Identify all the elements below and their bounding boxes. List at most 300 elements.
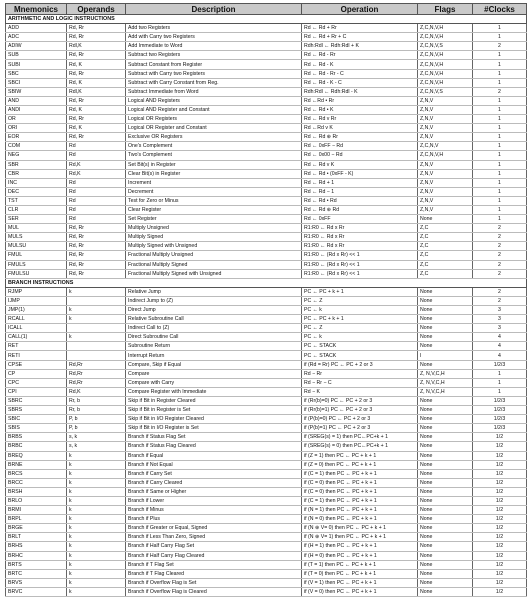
table-row [6,415,527,424]
cell-mnemonic: BRMI [6,506,67,515]
table-row [6,396,527,405]
cell-mnemonic: JMP(1) [6,306,67,315]
table-row [6,487,527,496]
cell-description: Logical OR Registers [126,115,302,124]
cell-flags: None [418,442,473,451]
table-row [6,433,527,442]
table-row [6,351,527,360]
cell-operation: PC ← Z [302,324,418,333]
cell-operation: Rd ← Rd • K [302,105,418,114]
cell-operation: if (P(b)=0) PC ← PC + 2 or 3 [302,415,418,424]
cell-clocks: 1 [473,60,527,69]
cell-description: Subtract two Registers [126,51,302,60]
cell-clocks: 1 [473,387,527,396]
cell-mnemonic: BRTS [6,560,67,569]
cell-mnemonic: CLR [6,205,67,214]
cell-flags: None [418,587,473,596]
cell-operands: Rr, b [67,406,126,415]
header-operation: Operation [302,4,418,15]
cell-mnemonic: SBIW [6,87,67,96]
cell-mnemonic: BRBS [6,433,67,442]
cell-mnemonic: TST [6,196,67,205]
cell-description: Branch if Same or Higher [126,487,302,496]
cell-mnemonic: OR [6,115,67,124]
cell-operation: if (Z = 0) then PC ← PC + k + 1 [302,460,418,469]
cell-mnemonic: NEG [6,151,67,160]
cell-description: Branch if Half Carry Flag Set [126,542,302,551]
table-row [6,105,527,114]
cell-description: Indirect Jump to (Z) [126,296,302,305]
cell-operands: Rd, K [67,78,126,87]
cell-flags: None [418,551,473,560]
cell-operation: if (V = 0) then PC ← PC + k + 1 [302,587,418,596]
cell-description: Subtract Immediate from Word [126,87,302,96]
cell-flags: Z,N,V [418,169,473,178]
cell-mnemonic: FMULSU [6,269,67,278]
cell-operation: PC ← Z [302,296,418,305]
table-row [6,360,527,369]
cell-clocks: 1/2 [473,506,527,515]
cell-clocks: 2 [473,224,527,233]
cell-clocks: 1 [473,187,527,196]
cell-flags: None [418,406,473,415]
cell-clocks: 1/2 [473,587,527,596]
cell-clocks: 1/2 [473,578,527,587]
cell-operation: Rd ← 0xFF [302,215,418,224]
cell-description: Logical AND Registers [126,96,302,105]
table-row [6,151,527,160]
cell-flags: None [418,315,473,324]
cell-operation: if (V = 1) then PC ← PC + k + 1 [302,578,418,587]
cell-flags: None [418,533,473,542]
table-row [6,96,527,105]
cell-operation: if (N ⊕ V= 0) then PC ← PC + k + 1 [302,524,418,533]
cell-flags: Z,N,V [418,133,473,142]
cell-description: Multiply Signed [126,233,302,242]
instruction-set-table-container [5,3,526,597]
cell-flags: None [418,306,473,315]
cell-clocks: 1/2 [473,496,527,505]
cell-operation: R1:R0 ← (Rd x Rr) << 1 [302,269,418,278]
cell-description: Logical AND Register and Constant [126,105,302,114]
cell-operands: k [67,333,126,342]
cell-operation: if (H = 1) then PC ← PC + k + 1 [302,542,418,551]
header-mnemonics: Mnemonics [6,4,67,15]
cell-operands: Rd, Rr [67,224,126,233]
cell-clocks: 3 [473,315,527,324]
cell-flags: Z,C,N,V,H [418,60,473,69]
cell-description: Exclusive OR Registers [126,133,302,142]
cell-flags: Z,N,V [418,160,473,169]
cell-operands: Rd, K [67,124,126,133]
cell-operation: Rd − K [302,387,418,396]
cell-operation: if (C = 0) then PC ← PC + k + 1 [302,487,418,496]
table-row [6,24,527,33]
table-row [6,460,527,469]
cell-operands: Rd [67,151,126,160]
table-row [6,87,527,96]
cell-flags: None [418,560,473,569]
cell-mnemonic: SER [6,215,67,224]
cell-clocks: 1 [473,369,527,378]
table-row [6,333,527,342]
cell-clocks: 1/2 [473,551,527,560]
table-row [6,369,527,378]
cell-clocks: 1/2 [473,542,527,551]
cell-operation: PC ← k [302,333,418,342]
cell-operation: Rd ← Rd + Rr [302,24,418,33]
cell-flags: Z,N,V [418,196,473,205]
cell-operands: Rd, Rr [67,269,126,278]
cell-clocks: 1/2 [473,569,527,578]
cell-mnemonic: CBR [6,169,67,178]
cell-flags: None [418,424,473,433]
cell-operation: if (N = 0) then PC ← PC + k + 1 [302,515,418,524]
cell-flags: Z,N,V [418,115,473,124]
cell-mnemonic: SBIS [6,424,67,433]
cell-operation: Rdh:Rdl ← Rdh:Rdl - K [302,87,418,96]
table-row [6,569,527,578]
cell-operation: if (Z = 1) then PC ← PC + k + 1 [302,451,418,460]
cell-description: Branch if Minus [126,506,302,515]
cell-mnemonic: BRCC [6,478,67,487]
cell-flags: Z,N,V [418,105,473,114]
cell-operation: Rd ← Rd − 1 [302,187,418,196]
cell-operands: k [67,487,126,496]
cell-operands: Rd [67,178,126,187]
cell-operands: Rd, Rr [67,51,126,60]
cell-description: Compare, Skip if Equal [126,360,302,369]
table-row [6,478,527,487]
cell-clocks: 1 [473,78,527,87]
cell-clocks: 2 [473,287,527,296]
cell-description: Direct Subroutine Call [126,333,302,342]
cell-clocks: 2 [473,242,527,251]
cell-description: Branch if Equal [126,451,302,460]
cell-description: Compare [126,369,302,378]
header-row [6,4,527,15]
cell-operands: k [67,451,126,460]
cell-description: Add two Registers [126,24,302,33]
cell-operands: s, k [67,442,126,451]
cell-operation: Rd − Rr [302,369,418,378]
cell-operation: Rd ← Rd + Rr + C [302,33,418,42]
table-row [6,542,527,551]
table-row [6,578,527,587]
cell-description: Skip if Bit in Register is Set [126,406,302,415]
cell-description: Branch if Status Flag Set [126,433,302,442]
section-title: BRANCH INSTRUCTIONS [6,278,527,287]
cell-operands: P, b [67,424,126,433]
cell-clocks: 1 [473,115,527,124]
cell-description: Set Register [126,215,302,224]
cell-description: Subtract Constant from Register [126,60,302,69]
table-row [6,506,527,515]
table-row [6,524,527,533]
cell-operands: k [67,551,126,560]
table-row [6,451,527,460]
cell-operation: if (SREG(s) = 0) then PC←PC+k + 1 [302,442,418,451]
cell-flags: None [418,342,473,351]
table-row [6,51,527,60]
cell-operation: Rd ← Rd v Rr [302,115,418,124]
table-row [6,33,527,42]
cell-description: Indirect Call to (Z) [126,324,302,333]
cell-mnemonic: SBC [6,69,67,78]
cell-clocks: 1/2 [473,524,527,533]
cell-operation: Rd ← Rd • (0xFF - K) [302,169,418,178]
cell-mnemonic: BRTC [6,569,67,578]
table-row [6,187,527,196]
cell-description: Branch if T Flag Set [126,560,302,569]
cell-mnemonic: BRHS [6,542,67,551]
table-row [6,533,527,542]
cell-operands: Rdl,K [67,87,126,96]
cell-operands: Rd, Rr [67,251,126,260]
cell-clocks: 1 [473,142,527,151]
cell-mnemonic: SBCI [6,78,67,87]
cell-flags: I [418,351,473,360]
cell-description: Set Bit(s) in Register [126,160,302,169]
table-row [6,242,527,251]
cell-clocks: 1/2 [473,487,527,496]
cell-clocks: 1 [473,124,527,133]
cell-operands: k [67,496,126,505]
cell-mnemonic: MULSU [6,242,67,251]
cell-description: Clear Register [126,205,302,214]
cell-clocks: 1 [473,215,527,224]
cell-mnemonic: BRCS [6,469,67,478]
cell-clocks: 1/2 [473,478,527,487]
cell-description: Compare with Carry [126,378,302,387]
cell-flags: None [418,296,473,305]
cell-mnemonic: FMULS [6,260,67,269]
cell-flags: None [418,287,473,296]
cell-clocks: 3 [473,324,527,333]
cell-flags: None [418,324,473,333]
cell-description: Branch if Less Than Zero, Signed [126,533,302,542]
cell-mnemonic: ANDI [6,105,67,114]
cell-description: Add with Carry two Registers [126,33,302,42]
cell-operation: if (SREG(s) = 1) then PC←PC+k + 1 [302,433,418,442]
cell-clocks: 3 [473,306,527,315]
cell-flags: Z,C [418,224,473,233]
cell-flags: Z,N,V [418,178,473,187]
table-row [6,215,527,224]
cell-clocks: 1 [473,69,527,78]
cell-operands: Rd, Rr [67,96,126,105]
cell-flags: Z,C [418,269,473,278]
cell-operation: if (N = 1) then PC ← PC + k + 1 [302,506,418,515]
cell-mnemonic: FMUL [6,251,67,260]
cell-description: Branch if Half Carry Flag Cleared [126,551,302,560]
cell-mnemonic: SBRC [6,396,67,405]
cell-operands [67,342,126,351]
cell-flags: None [418,215,473,224]
cell-operation: Rd ← 0xFF − Rd [302,142,418,151]
cell-clocks: 1 [473,33,527,42]
cell-clocks: 1/2 [473,533,527,542]
cell-clocks: 1/2/3 [473,360,527,369]
cell-description: Skip if Bit in I/O Register Cleared [126,415,302,424]
cell-operands: k [67,506,126,515]
table-row [6,342,527,351]
cell-description: Logical OR Register and Constant [126,124,302,133]
cell-flags: Z, N,V,C,H [418,378,473,387]
cell-flags: Z,C,N,V,H [418,151,473,160]
table-row [6,124,527,133]
table-row [6,269,527,278]
cell-mnemonic: MUL [6,224,67,233]
cell-clocks: 1 [473,178,527,187]
cell-description: Clear Bit(s) in Register [126,169,302,178]
cell-flags: Z,N,V [418,96,473,105]
cell-clocks: 2 [473,260,527,269]
cell-flags: None [418,542,473,551]
cell-mnemonic: DEC [6,187,67,196]
table-row [6,424,527,433]
cell-flags: Z,C [418,242,473,251]
cell-operation: R1:R0 ← Rd x Rr [302,224,418,233]
cell-mnemonic: BRPL [6,515,67,524]
cell-mnemonic: ADC [6,33,67,42]
cell-flags: Z,C,N,V,H [418,69,473,78]
cell-operands: k [67,560,126,569]
cell-operands: k [67,515,126,524]
cell-operands: Rd, K [67,105,126,114]
cell-mnemonic: ADIW [6,42,67,51]
cell-operands: k [67,315,126,324]
table-row [6,469,527,478]
cell-flags: None [418,515,473,524]
cell-flags: Z,C [418,233,473,242]
cell-operands: Rr, b [67,396,126,405]
cell-clocks: 1/2 [473,433,527,442]
cell-operation: if (Rr(b)=1) PC ← PC + 2 or 3 [302,406,418,415]
cell-operands: Rd, Rr [67,133,126,142]
cell-operation: R1:R0 ← Rd x Rr [302,233,418,242]
cell-operation: Rd ← Rd - Rr - C [302,69,418,78]
cell-description: Branch if Overflow Flag is Set [126,578,302,587]
cell-description: Branch if Carry Cleared [126,478,302,487]
cell-operands: k [67,542,126,551]
cell-clocks: 2 [473,87,527,96]
cell-mnemonic: MULS [6,233,67,242]
cell-description: Branch if Greater or Equal, Signed [126,524,302,533]
cell-clocks: 1 [473,205,527,214]
table-row [6,496,527,505]
cell-operands: Rd, Rr [67,233,126,242]
cell-operation: if (P(b)=1) PC ← PC + 2 or 3 [302,424,418,433]
cell-flags: Z,C,N,V [418,142,473,151]
cell-operands: Rd, Rr [67,115,126,124]
cell-flags: None [418,487,473,496]
cell-description: Subtract with Carry Constant from Reg. [126,78,302,87]
cell-description: Add Immediate to Word [126,42,302,51]
table-row [6,587,527,596]
cell-mnemonic: BRHC [6,551,67,560]
cell-clocks: 1/2/3 [473,406,527,415]
cell-operands: Rd [67,142,126,151]
cell-operation: if (C = 1) then PC ← PC + k + 1 [302,496,418,505]
table-body [6,15,527,597]
cell-description: Branch if T Flag Cleared [126,569,302,578]
cell-flags: None [418,451,473,460]
cell-flags: None [418,415,473,424]
cell-mnemonic: ADD [6,24,67,33]
cell-operands: k [67,460,126,469]
cell-operation: if (Rr(b)=0) PC ← PC + 2 or 3 [302,396,418,405]
cell-operation: if (Rd = Rr) PC ← PC + 2 or 3 [302,360,418,369]
cell-description: Subroutine Return [126,342,302,351]
cell-operands: Rd, Rr [67,260,126,269]
cell-description: Multiply Signed with Unsigned [126,242,302,251]
cell-description: Skip if Bit in I/O Register is Set [126,424,302,433]
table-row [6,69,527,78]
cell-clocks: 1/2 [473,442,527,451]
cell-flags: None [418,360,473,369]
table-row [6,251,527,260]
cell-clocks: 2 [473,296,527,305]
cell-description: Two's Complement [126,151,302,160]
cell-clocks: 1/2 [473,460,527,469]
table-row [6,315,527,324]
cell-mnemonic: RJMP [6,287,67,296]
cell-clocks: 4 [473,351,527,360]
cell-clocks: 4 [473,342,527,351]
cell-operands: k [67,287,126,296]
cell-operation: R1:R0 ← Rd x Rr [302,242,418,251]
cell-operands: Rd,Rr [67,378,126,387]
table-row [6,378,527,387]
cell-operands: Rd [67,215,126,224]
cell-clocks: 1 [473,51,527,60]
cell-operands: k [67,478,126,487]
cell-operation: Rd ← 0x00 − Rd [302,151,418,160]
cell-mnemonic: BRGE [6,524,67,533]
cell-operation: Rd ← Rd + 1 [302,178,418,187]
cell-mnemonic: RCALL [6,315,67,324]
cell-operation: if (C = 0) then PC ← PC + k + 1 [302,478,418,487]
cell-flags: None [418,460,473,469]
header-description: Description [126,4,302,15]
cell-mnemonic: CPI [6,387,67,396]
cell-operands: Rd,Rr [67,360,126,369]
cell-clocks: 2 [473,233,527,242]
cell-operands [67,296,126,305]
cell-clocks: 1/2 [473,469,527,478]
cell-operation: Rd ←Rd • Rr [302,96,418,105]
cell-operation: PC ← PC + k + 1 [302,287,418,296]
cell-operands: k [67,578,126,587]
table-row [6,60,527,69]
table-row [6,233,527,242]
cell-clocks: 1 [473,378,527,387]
cell-description: Increment [126,178,302,187]
cell-operation: Rd ← Rd - K [302,60,418,69]
cell-flags: None [418,433,473,442]
cell-mnemonic: RET [6,342,67,351]
cell-operands: Rd, Rr [67,24,126,33]
cell-flags: Z,N,V [418,205,473,214]
cell-operands: Rd,Rr [67,369,126,378]
cell-operands: Rd [67,205,126,214]
cell-flags: None [418,578,473,587]
table-row [6,224,527,233]
cell-operation: Rd ←Rd v K [302,124,418,133]
cell-description: One's Complement [126,142,302,151]
cell-operation: if (T = 0) then PC ← PC + k + 1 [302,569,418,578]
